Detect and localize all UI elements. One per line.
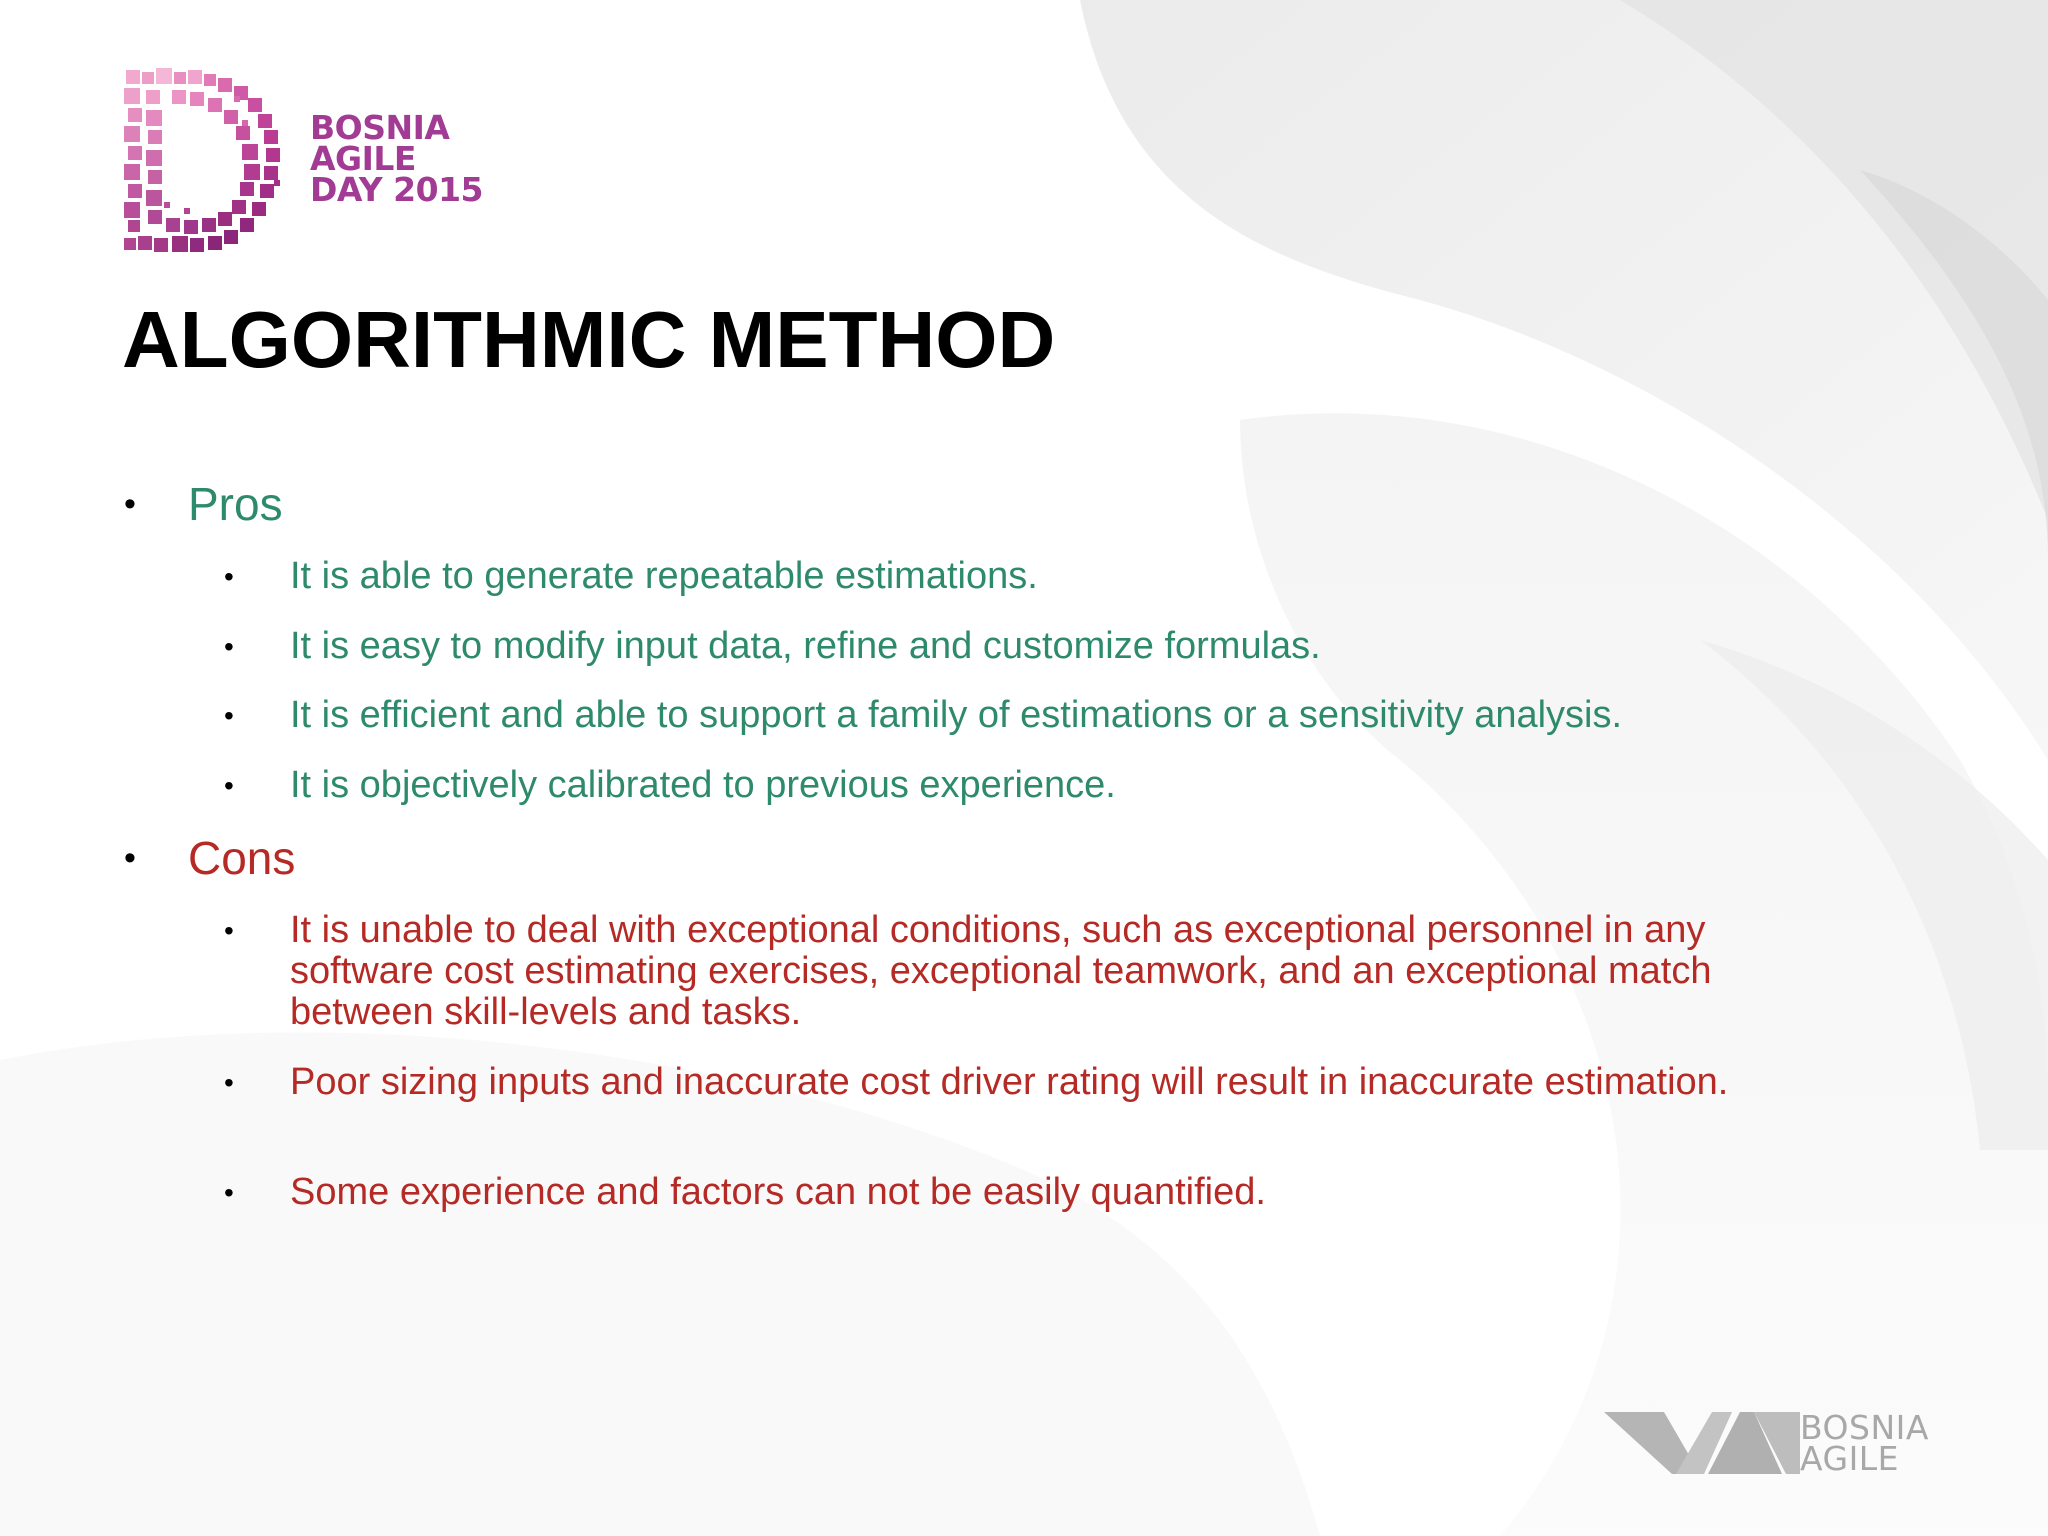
list-item: Some experience and factors can not be easily quantified. <box>290 1171 1266 1213</box>
list-item: It is able to generate repeatable estimations. <box>290 555 1038 597</box>
list-item: Poor sizing inputs and inaccurate cost driver rating will result in inaccurate estimation. <box>290 1061 1729 1103</box>
brand-line: AGILE <box>1800 1439 1900 1478</box>
bullet-icon: • <box>224 1067 234 1098</box>
bullet-icon: • <box>224 915 234 946</box>
bullet-icon: • <box>224 770 234 801</box>
bullet-icon: • <box>224 700 234 731</box>
section-heading: Cons <box>188 832 296 884</box>
section-heading: Pros <box>188 478 283 530</box>
logo-line: DAY 2015 <box>310 170 484 209</box>
logo-line: BOSNIA <box>310 108 450 147</box>
list-item: It is easy to modify input data, refine and customize formulas. <box>290 625 1321 667</box>
brand-line: BOSNIA <box>1800 1408 1929 1447</box>
bullet-icon: • <box>224 631 234 662</box>
bullet-icon: • <box>224 1177 234 1208</box>
brand-text <box>1800 1408 1929 1478</box>
list-item: It is objectively calibrated to previous experience. <box>290 764 1116 806</box>
list-item: It is unable to deal with exceptional conditions, such as exceptional personnel in any software cost estimating exercises, exceptional teamwork, and an exceptional match between skill-levels and tasks. <box>290 909 1712 1033</box>
bullet-icon: • <box>124 485 136 523</box>
bullet-icon: • <box>124 839 136 877</box>
bullet-icon: • <box>224 561 234 592</box>
bosnia-agile-day-logo-icon <box>124 68 284 254</box>
logo-line: AGILE <box>310 139 416 178</box>
list-item: It is efficient and able to support a family of estimations or a sensitivity analysis. <box>290 694 1623 736</box>
conference-logo-text <box>310 108 484 209</box>
slide-title: ALGORITHMIC METHOD <box>122 295 1056 384</box>
